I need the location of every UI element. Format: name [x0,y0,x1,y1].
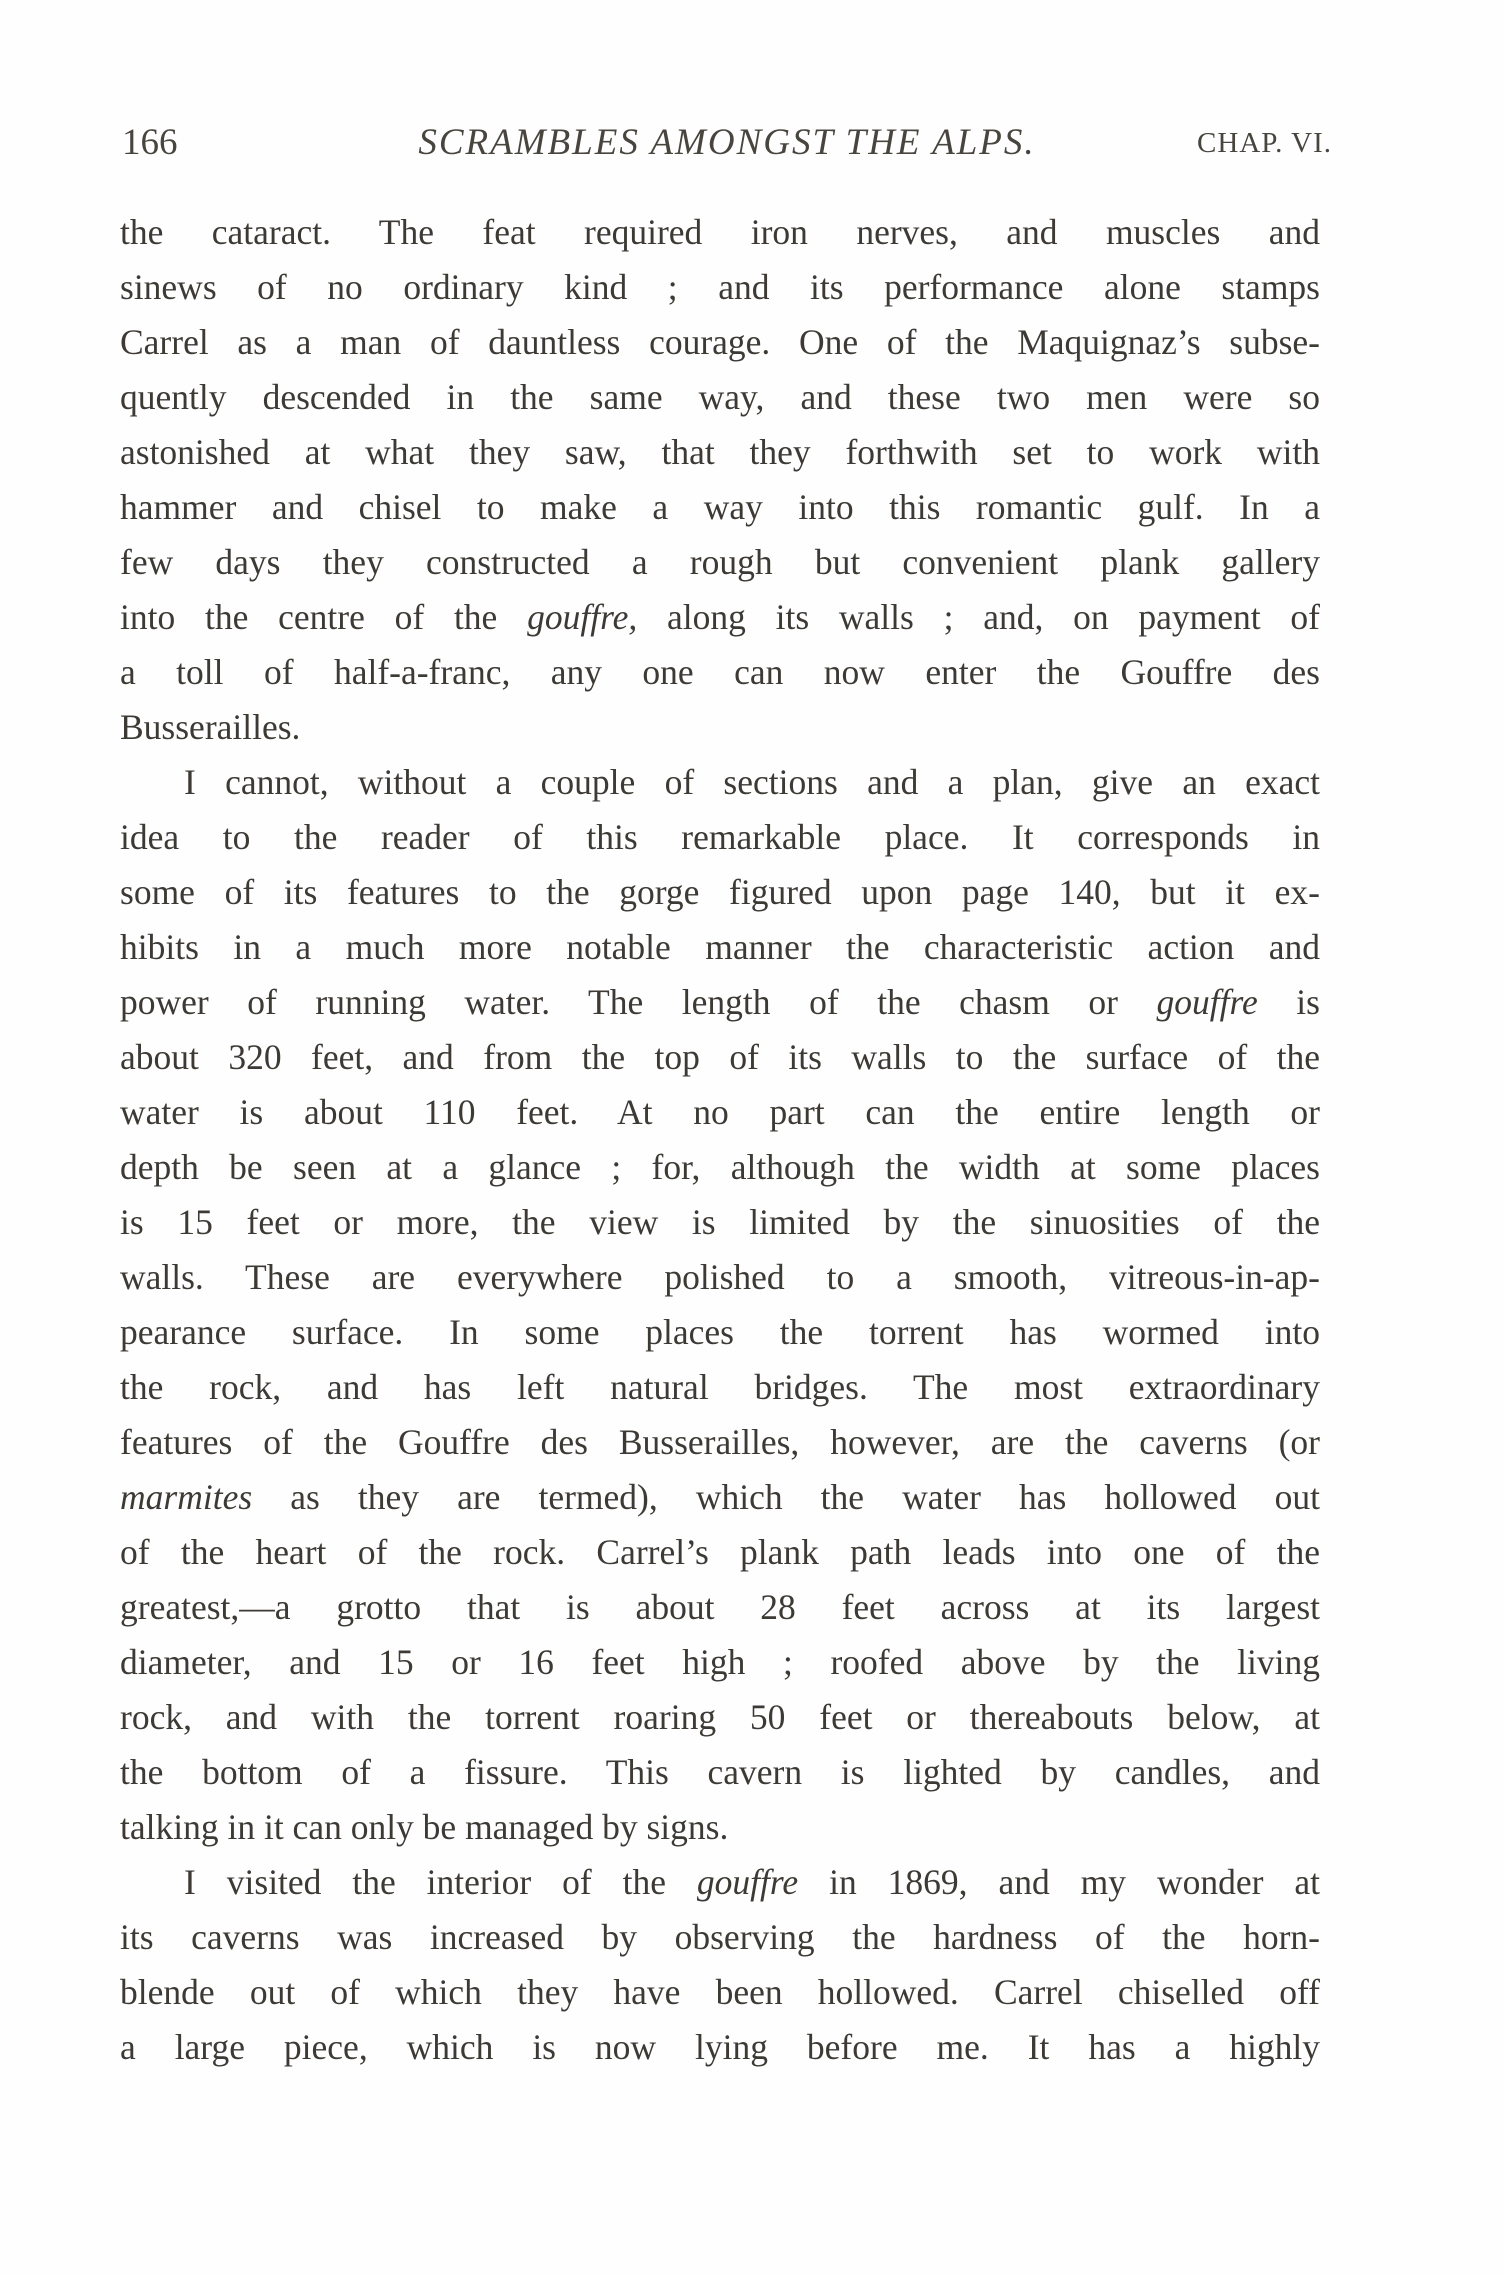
text-line: few days they constructed a rough but convenient plank gallery [120,542,1320,582]
text-line: a toll of half-a-franc, any one can now enter the Gouffre des [120,652,1320,692]
chapter-label: CHAP. VI. [1197,127,1332,159]
text-line: water is about 110 feet. At no part can the entire length or [120,1092,1320,1132]
text-line [120,975,1320,1030]
text-segment: along its walls ; and, on payment of [637,597,1320,637]
text-line: pearance surface. In some places the torrent has wormed into [120,1312,1320,1352]
page-number: 166 [122,122,178,163]
text-line: talking in it can only be managed by signs. [120,1807,729,1847]
italic-word: marmites [120,1477,253,1517]
text-line: Carrel as a man of dauntless courage. One of the Maquignaz’s subse- [120,322,1320,362]
text-line: walls. These are everywhere polished to a smooth, vitreous-in-ap- [120,1257,1320,1297]
text-line: some of its features to the gorge figured upon page 140, but it ex- [120,872,1320,912]
text-line: the rock, and has left natural bridges. The most extraordinary [120,1367,1320,1407]
text-line: its caverns was increased by observing the hardness of the horn- [120,1917,1320,1957]
text-line: hammer and chisel to make a way into this romantic gulf. In a [120,487,1320,527]
running-title: SCRAMBLES AMONGST THE ALPS. [418,122,1036,163]
text-line: quently descended in the same way, and these two men were so [120,377,1320,417]
text-segment: into the centre of the [120,597,528,637]
text-line [120,590,1320,645]
paragraph-start-line [120,1855,1320,1910]
text-segment: in 1869, and my wonder at [798,1862,1320,1902]
text-line: depth be seen at a glance ; for, although the width at some places [120,1147,1320,1187]
italic-word: gouffre [696,1862,799,1902]
text-line: features of the Gouffre des Busserailles, however, are the caverns (or [120,1422,1320,1462]
text-segment: I visited the interior of the [184,1862,697,1902]
text-line: hibits in a much more notable manner the characteristic action and [120,927,1320,967]
text-line: of the heart of the rock. Carrel’s plank path leads into one of the [120,1532,1320,1572]
text-line [120,1470,1320,1525]
text-line: the bottom of a fissure. This cavern is lighted by candles, and [120,1752,1320,1792]
text-line: the cataract. The feat required iron nerves, and muscles and [120,212,1320,252]
text-line: astonished at what they saw, that they forthwith set to work with [120,432,1320,472]
text-line: greatest,—a grotto that is about 28 feet across at its largest [120,1587,1320,1627]
paragraph-start-line: I cannot, without a couple of sections and a plan, give an exact [184,762,1320,802]
italic-word: gouffre [1156,982,1258,1022]
text-line: Busserailles. [120,707,301,747]
text-line: about 320 feet, and from the top of its walls to the surface of the [120,1037,1320,1077]
text-line: is 15 feet or more, the view is limited by the sinuosities of the [120,1202,1320,1242]
text-segment: as they are termed), which the water has hollowed out [252,1477,1320,1517]
text-line: rock, and with the torrent roaring 50 feet or thereabouts below, at [120,1697,1320,1737]
running-head [122,118,1332,168]
body-text [120,205,1320,2075]
text-line: diameter, and 15 or 16 feet high ; roofed above by the living [120,1642,1320,1682]
italic-word: gouffre, [527,597,638,637]
text-line: a large piece, which is now lying before me. It has a highly [120,2027,1320,2067]
text-line: sinews of no ordinary kind ; and its performance alone stamps [120,267,1320,307]
text-segment: is [1257,982,1320,1022]
text-line: idea to the reader of this remarkable place. It corresponds in [120,817,1320,857]
text-line: blende out of which they have been hollowed. Carrel chiselled off [120,1972,1320,2012]
text-segment: power of running water. The length of the chasm or [120,982,1157,1022]
